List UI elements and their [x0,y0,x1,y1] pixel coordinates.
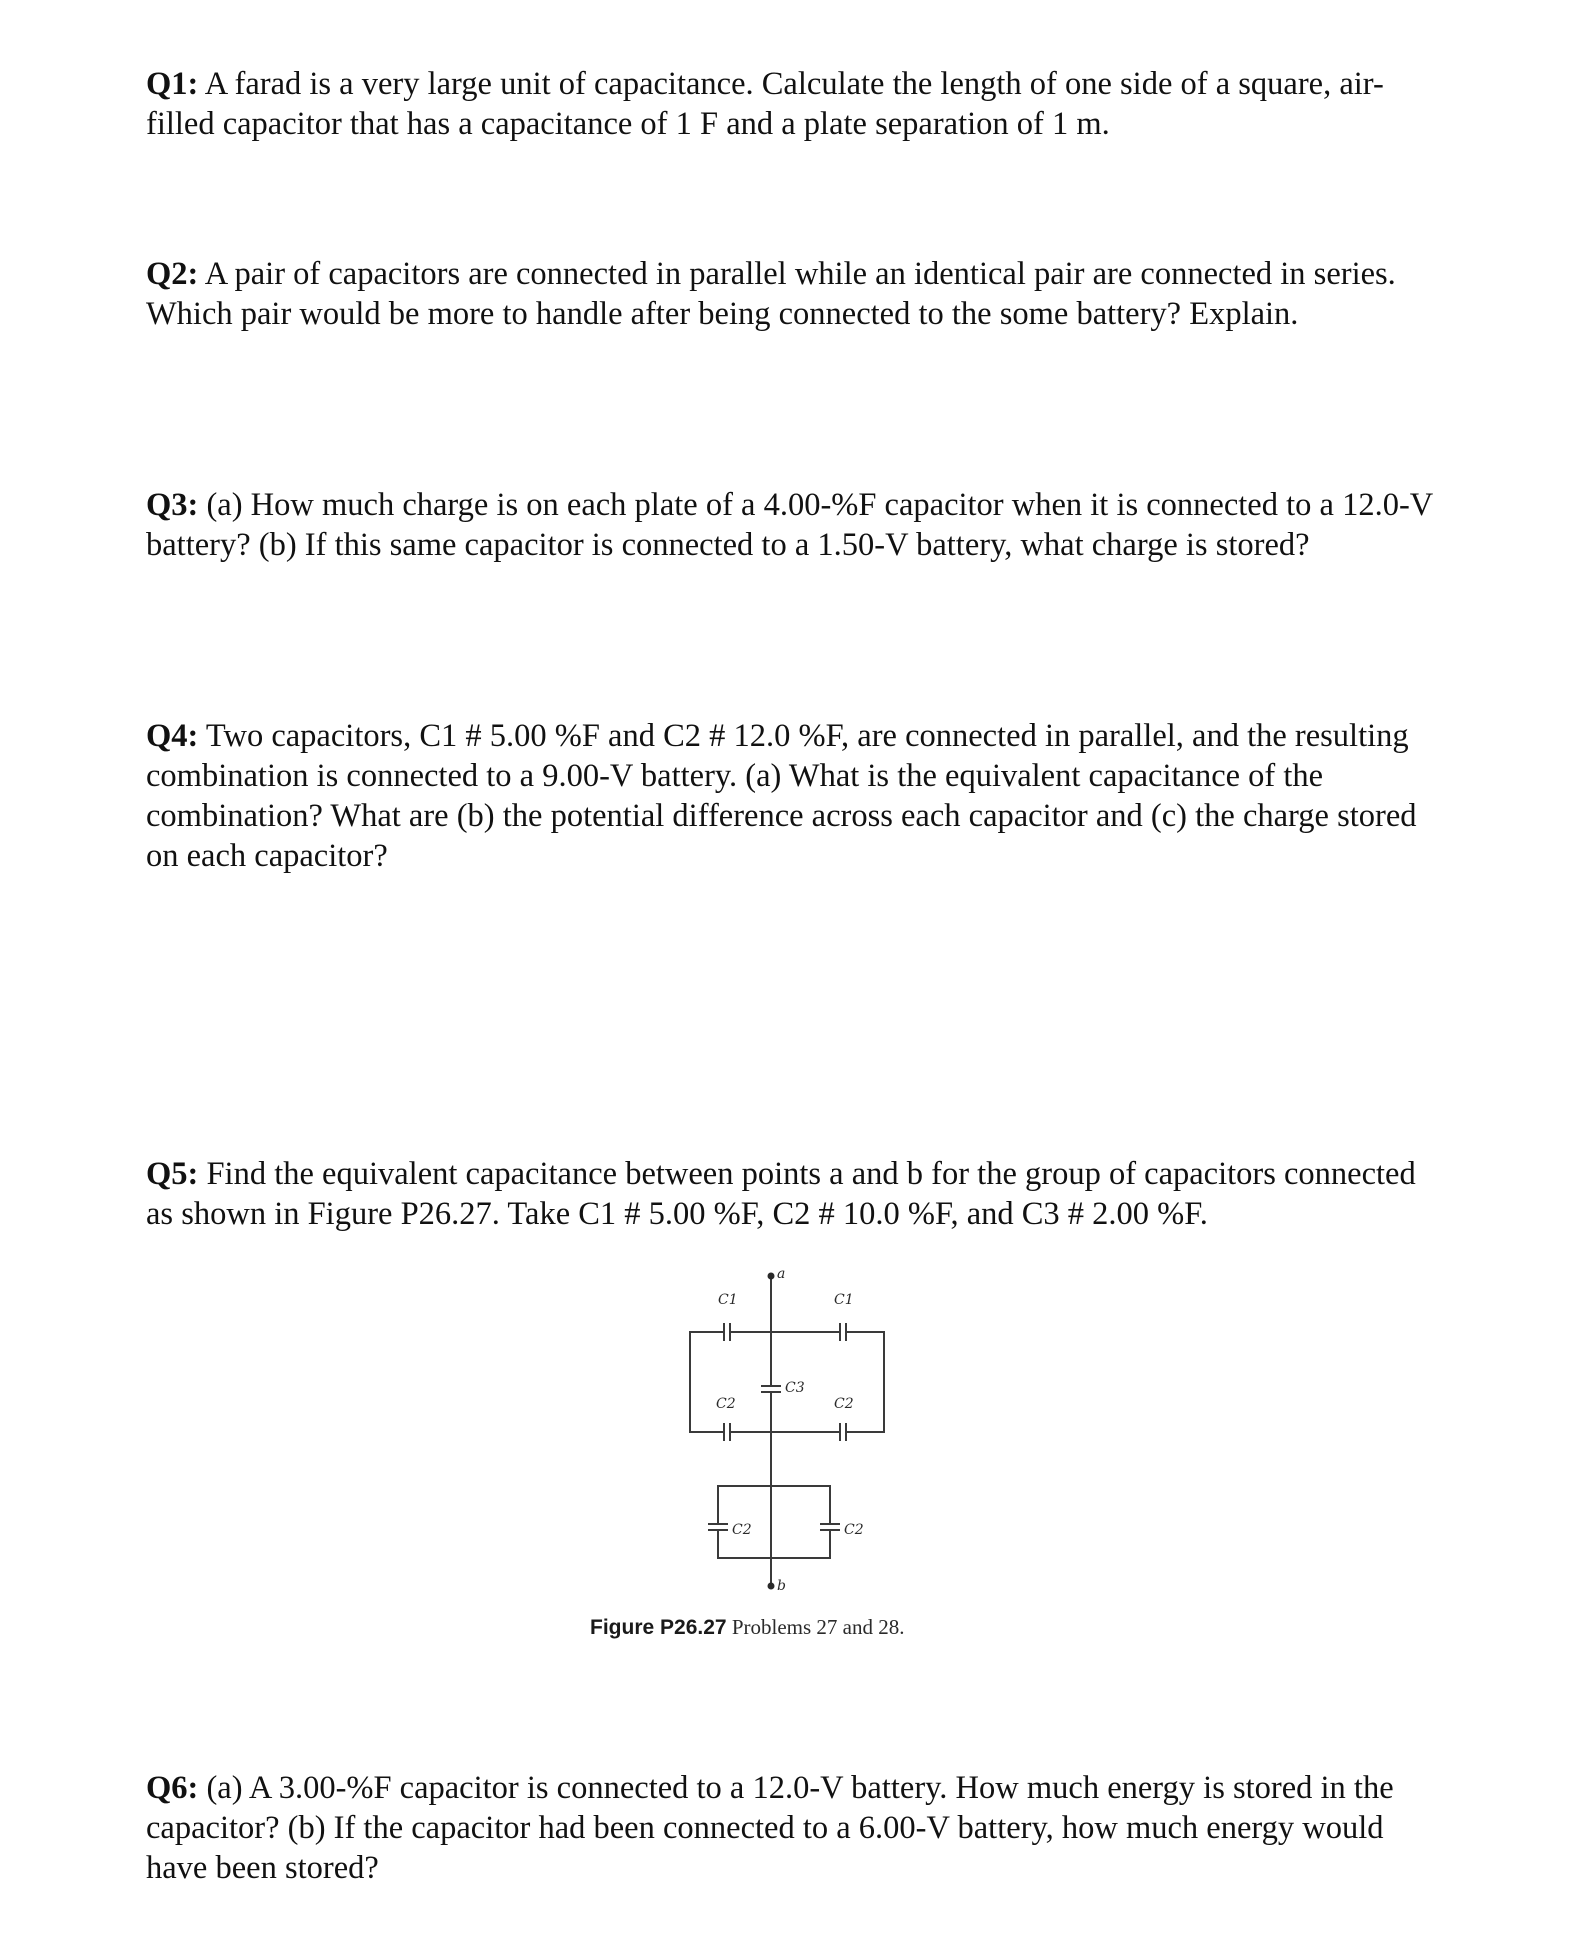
circuit-wires [690,1276,884,1586]
point-a-dot [768,1273,775,1280]
figure-caption [590,1614,904,1641]
question-text: (a) How much charge is on each plate of a 4.00-%F capacitor when it is connected to a 12.0-V battery? (b) If this same capacitor is connected to a 1.50-V battery, what charge is stored? [146,487,1433,563]
question-label: Q1: [146,66,199,102]
question-text: Find the equivalent capacitance between points a and b for the group of capacitors connected as shown in Figure P26.27. Take C1 # 5.00 %F, C2 # 10.0 %F, and C3 # 2.00 %F. [146,1156,1416,1232]
question-6 [146,1768,1436,1888]
question-label: Q2: [146,256,199,292]
c2-top-right-label: C2 [834,1396,854,1412]
question-label: Q6: [146,1770,199,1806]
figure-caption-text: Problems 27 and 28. [731,1615,905,1639]
c2-bottom-right-label: C2 [844,1522,864,1538]
question-label: Q5: [146,1156,199,1192]
question-text: A farad is a very large unit of capacitance. Calculate the length of one side of a square, air-filled capacitor that has a capacitance of 1 F and a plate separation of 1 m. [146,66,1384,142]
question-2 [146,254,1436,334]
c2-bottom-left-label: C2 [732,1522,752,1538]
question-text: A pair of capacitors are connected in parallel while an identical pair are connected in series. Which pair would be more to handle after being connected to the some battery? Explain. [146,256,1396,332]
question-text: Two capacitors, C1 # 5.00 %F and C2 # 12.0 %F, are connected in parallel, and the resulting combination is connected to a 9.00-V battery. (a) What is the equivalent capacitance of the combination? What are (b) the potential difference across each capacitor and (c) the charge stored on each capacitor? [146,718,1417,874]
question-4 [146,716,1436,876]
point-b-dot [768,1583,775,1590]
question-3 [146,485,1436,565]
figure-caption-title: Figure P26.27 [590,1616,727,1639]
question-label: Q3: [146,487,199,523]
capacitor-circuit-figure [640,1268,960,1628]
c1-left-label: C1 [718,1292,738,1308]
c1-right-label: C1 [834,1292,854,1308]
c3-label: C3 [785,1380,805,1396]
question-5 [146,1154,1436,1234]
question-1 [146,64,1436,144]
capacitor-plates [708,1323,846,1536]
circuit-diagram [640,1268,960,1628]
question-label: Q4: [146,718,199,754]
question-text: (a) A 3.00-%F capacitor is connected to a 12.0-V battery. How much energy is stored in the capacitor? (b) If the capacitor had been connected to a 6.00-V battery, how much energy would have been stored? [146,1770,1394,1886]
point-b-label: b [777,1578,786,1594]
c2-top-left-label: C2 [716,1396,736,1412]
point-a-label: a [777,1268,786,1282]
